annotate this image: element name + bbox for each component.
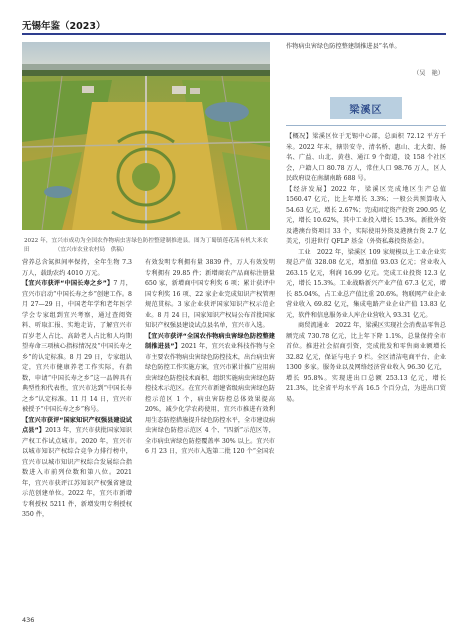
text-column-2 [145, 258, 275, 458]
yearbook-title: 无锡年鉴（2023） [22, 21, 106, 32]
aerial-rice-field-image [22, 42, 270, 230]
section-title-badge: 梁溪区 [330, 97, 402, 119]
photo-caption: 2022 年，宜兴市成功为全国农作物病虫害绿色防控整建制推进县。图为丁蜀镇莲花荡有机大米农田 （宜兴市农业农村局 供稿） [24, 238, 268, 253]
section-heading: 【经济发展】 [286, 185, 331, 193]
section-divider [286, 125, 446, 126]
text-column-1 [22, 258, 132, 521]
text-column-3 [286, 132, 446, 405]
paragraph: 2013 年，宜兴市获批国家知识产权工作试点城市。2020 年，宜兴市以城市知识产权综合竞争力排行榜中，宜兴市以城市知识产权综合发展综合指数进入市前列位数和第八位。2021 年，宜兴市获评江苏知识产权强省建设示范创建单位。2022 年，宜兴市新增专利授权 5211 件，新增发明专利授权 350 件， [22, 427, 132, 518]
section-heading: 【概况】 [286, 133, 313, 140]
header-rule [22, 33, 446, 35]
paragraph: 7 月，宜兴市启动“中国长寿之乡”创建工作。8 月 27—29 日，中国老年学和老年医学学会专家组到宜兴考察，通过查阅资料、听取汇报、实地走访，了解宜兴市百岁老人占比、高龄老人占比和人均期望寿命三项核心指标情况及“中国长寿之乡”的认定标准。8 月 29 日，专家组认定，宜兴市健康养老工作实际，有指数，申请“中国长寿之乡”这一品牌具有典型性和代表性，宜兴市达到“中国长寿之乡”认定标准。11 月 14 日，宜兴市被授予“中国长寿之乡”称号。 [22, 280, 132, 413]
paragraph: 工业 2022 年，梁溪区 109 家规模以上工业企业实现总产值 328.08 亿元，增加值 93.03 亿元；营业收入 263.15 亿元，利润 16.99 亿元。完成工业投资 12.3 亿元，增长 15.3%。工业战略新兴产业产值 67.3 亿元，增长 85.04%，占工业总产值比重 20.6%。物联网产业企业营业收入 69.82 亿元，集成电路产业企业产值 13.83 亿元，软件和信息服务业人库企业营收入 93.31 亿元。 [286, 248, 446, 319]
paragraph: 营养总含氮担间率保持，全年生物 7.3 万人，载助农约 4010 万元。 [22, 259, 132, 277]
contributor-signature: （吴 艳） [413, 70, 444, 77]
page-number: 436 [22, 616, 35, 624]
text-column-3-continuation: 作物病虫害绿色防控整建制推进县”名单。 [286, 43, 401, 50]
paragraph: 有效发明专利拥有量 3839 件，万人有效发明专利拥有 29.85 件；新增商农产品商标注册量 650 家，新增商中国专利奖 6 项；累计获评中国专利奖 16 项、22 家企业完成知识产权管理规范贯标。3 家企业获评国家知识产权示范企业。8 月 24 日，国家知识产权局公布首批国家知识产权强县建设试点县名单，宜兴市入选。 [145, 259, 275, 329]
section-heading: 【宜兴市获评“全国农作物病虫害绿色防控整建制推进县”】 [145, 332, 275, 350]
paragraph: 商贸流通业 2022 年，梁溪区实现社会消费品零售总额完成 730.78 亿元，比上年下降 1.1%，总量保持全市首位。推进社会招商引资，完成批发和零售商业额增长 32.82 亿元，保证与电子 9 栏。全区清洁电商平台、企业 1300 多家。服务业以及网络经济营业收入 96.30 亿元，增长 95.8%。实现进出口总额 253.13 亿元，增长 21.3%，比全省平均水平高 16.5 个百分点，为进出口贸易。 [286, 322, 446, 403]
paragraph: 2022 年，梁溪区完成地区生产总值 1560.47 亿元，比上年增长 3.3%；一般公共预算收入 54.63 亿元，增长 2.67%；完成固定资产投资 290.95 亿元，增长 10.62%，其中工业投入增长 15.3%。新批外资及港澳台资项目 33 个，实际使用外资及港澳台资 2.7 亿美元，引进世行 QFLP 基金（外资私募投资基金）。 [286, 185, 447, 245]
section-heading: 【宜兴市获评“国家知识产权强县建设试点县”】 [22, 416, 132, 434]
paragraph: 2021 年，宜兴农业科技作物与全市主要农作物病虫害绿色防控技术，出台病虫害绿色防控工作实施方案，宜兴市累计推广应用病虫害绿色防控技术面积、组织实施病虫害绿色防控技术示范区。在宜兴市新建省级病虫害绿色防控示范区 1 个，病虫害防控总体效果提高 20%，减少化学农药使用，宜兴市推进有效利用生态防控措施提升绿色防控水平，全市建设病虫害绿色防控示范区 4 个、“四新”示范区等，全市病虫害绿色防控覆盖率 30% 以上。宜兴市 6 月 23 日，宜兴市入选第二批 120 个“全国农 [145, 343, 275, 455]
section-heading: 【宜兴市获评“中国长寿之乡”】 [22, 280, 114, 287]
paragraph: 梁溪区位于无锡中心部，总面积 72.12 平方千米。2022 年末，辖崇安寺、清名桥、惠山、北大街、扬名、广益、山北、黄巷、通江 9 个街道，设 158 个社区会，户籍人口 80.78 万人，常住人口 98.76 万人，区人民政府设在南湖南路 688 号。 [286, 133, 446, 182]
